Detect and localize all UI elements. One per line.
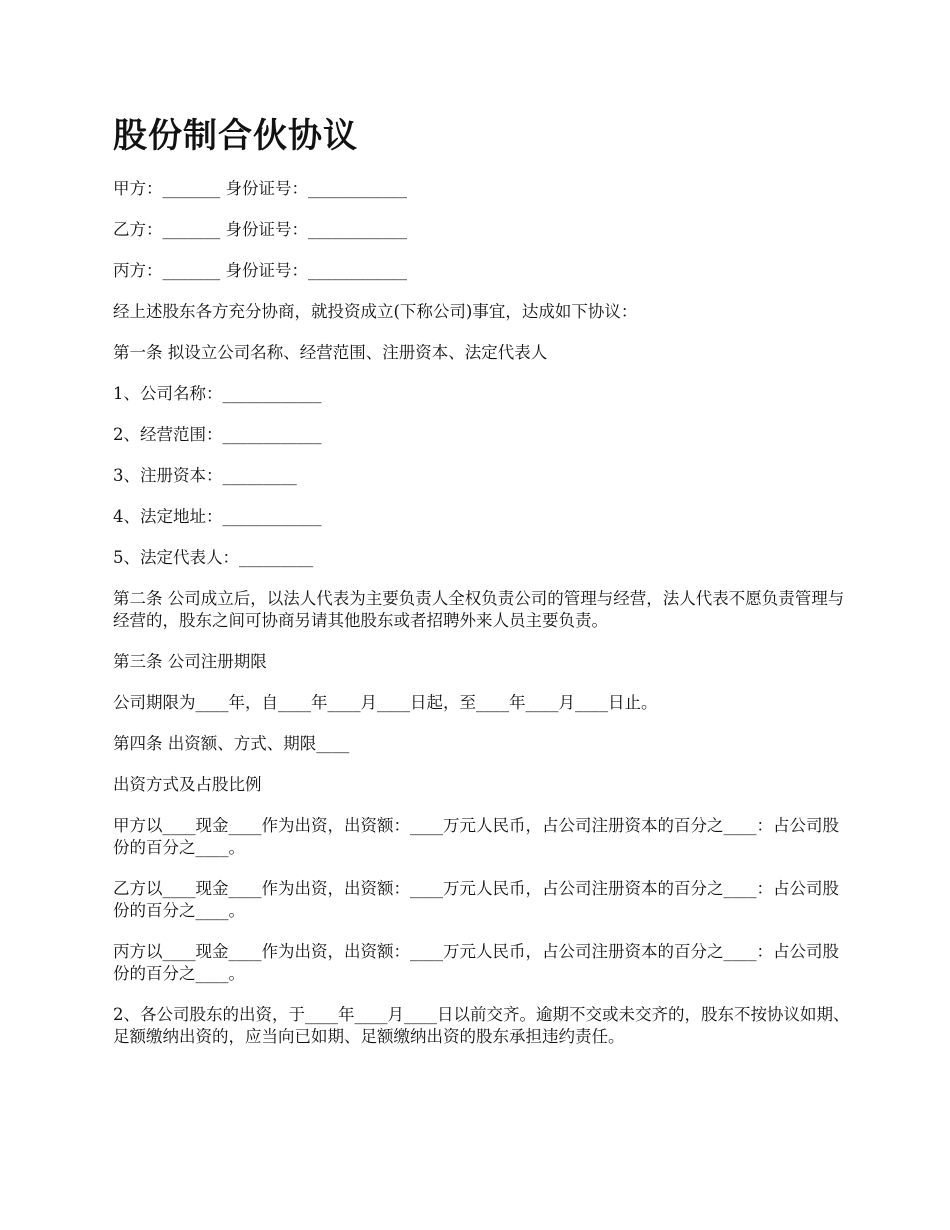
party-a-line: 甲方：_______ 身份证号：____________ <box>113 179 407 198</box>
company-name-line: 1、公司名称：____________ <box>113 384 322 403</box>
party-b-contribution: 乙方以____现金____作为出资，出资额：____万元人民币，占公司注册资本的百分之____：占公司股份的百分之____。 <box>113 879 839 920</box>
document-title: 股份制合伙协议 <box>113 116 358 156</box>
party-b-line: 乙方：_______ 身份证号：____________ <box>113 220 407 239</box>
party-c-line: 丙方：_______ 身份证号：____________ <box>113 261 407 280</box>
article-1-heading: 第一条 拟设立公司名称、经营范围、注册资本、法定代表人 <box>113 343 548 362</box>
article-2: 第二条 公司成立后，以法人代表为主要负责人全权负责公司的管理与经营，法人代表不愿负责管理与经营的，股东之间可协商另请其他股东或者招聘外来人员主要负责。 <box>113 589 845 630</box>
company-term-line: 公司期限为____年，自____年____月____日起，至____年____月____日止。 <box>113 693 658 712</box>
article-3-heading: 第三条 公司注册期限 <box>113 652 267 671</box>
contribution-heading: 出资方式及占股比例 <box>113 775 262 794</box>
payment-deadline-clause: 2、各公司股东的出资，于____年____月____日以前交齐。逾期不交或未交齐的，股东不按协议如期、足额缴纳出资的，应当向已如期、足额缴纳出资的股东承担违约责任。 <box>113 1005 850 1046</box>
legal-representative-line: 5、法定代表人：_________ <box>113 548 314 567</box>
party-c-contribution: 丙方以____现金____作为出资，出资额：____万元人民币，占公司注册资本的百分之____：占公司股份的百分之____。 <box>113 942 839 983</box>
preamble: 经上述股东各方充分协商，就投资成立(下称公司)事宜，达成如下协议： <box>113 302 638 321</box>
business-scope-line: 2、经营范围：____________ <box>113 425 322 444</box>
legal-address-line: 4、法定地址：____________ <box>113 507 322 526</box>
registered-capital-line: 3、注册资本：_________ <box>113 466 297 485</box>
article-4-heading: 第四条 出资额、方式、期限____ <box>113 734 350 753</box>
document-page <box>113 112 853 1067</box>
party-a-contribution: 甲方以____现金____作为出资，出资额：____万元人民币，占公司注册资本的百分之____：占公司股份的百分之____。 <box>113 816 839 857</box>
